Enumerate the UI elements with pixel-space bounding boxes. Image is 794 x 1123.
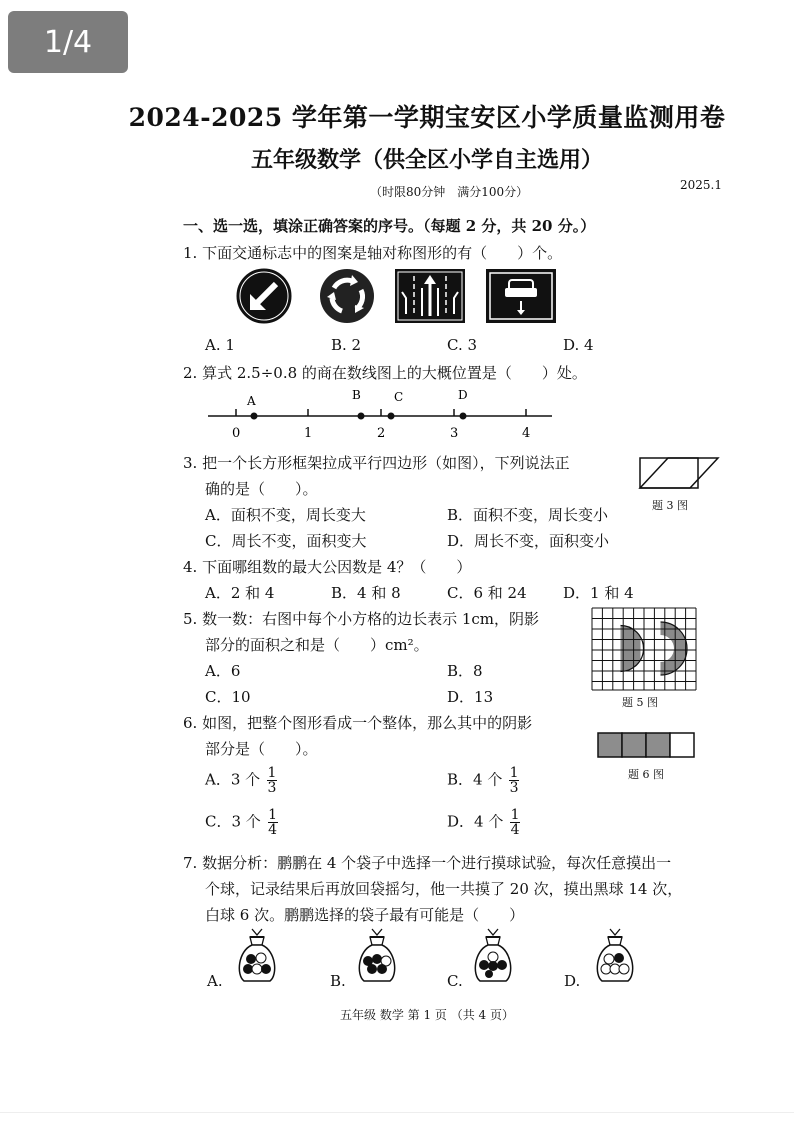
q3-caption: 题 3 图 bbox=[652, 499, 688, 512]
q3-option-a[interactable]: A．面积不变，周长变大 bbox=[205, 506, 366, 524]
bag-a-icon bbox=[232, 925, 282, 987]
tick-2: 2 bbox=[377, 426, 386, 441]
bag-d-icon bbox=[590, 925, 640, 987]
q5-text-line1: 5. 数一数：右图中每个小方格的边长表示 1cm，阴影 bbox=[183, 610, 540, 628]
q6-option-a-fraction bbox=[267, 766, 277, 795]
q5-text-line2: 部分的面积之和是（ ）cm²。 bbox=[205, 636, 429, 654]
q3-text-line2: 确的是（ ）。 bbox=[205, 480, 318, 498]
q1-option-b[interactable]: B. 2 bbox=[331, 336, 362, 354]
q1-traffic-signs bbox=[234, 268, 564, 326]
q4-option-a[interactable]: A．2 和 4 bbox=[205, 584, 275, 602]
tick-0: 0 bbox=[232, 426, 241, 441]
denominator: 3 bbox=[509, 780, 519, 796]
exam-title: 2024-2025 学年第一学期宝安区小学质量监测用卷 bbox=[128, 103, 726, 132]
denominator: 3 bbox=[267, 780, 277, 796]
q2-number-line bbox=[200, 385, 560, 445]
point-a bbox=[251, 413, 258, 420]
q7-option-a[interactable]: A. bbox=[207, 972, 223, 990]
q6-option-d-fraction bbox=[510, 808, 520, 837]
numerator: 1 bbox=[267, 765, 277, 781]
exam-limits: （时限80分钟 满分100分） bbox=[370, 185, 529, 199]
q3-option-c[interactable]: C．周长不变，面积变大 bbox=[205, 532, 367, 550]
numerator: 1 bbox=[509, 765, 519, 781]
numerator: 1 bbox=[268, 807, 278, 823]
q6-option-a-label: A．3 个 bbox=[205, 770, 261, 789]
q6-text-line2: 部分是（ ）。 bbox=[205, 740, 318, 758]
q2-text: 2. 算式 2.5÷0.8 的商在数线图上的大概位置是（ ）处。 bbox=[183, 364, 587, 382]
q6-option-c[interactable] bbox=[205, 808, 278, 837]
bag-b-icon bbox=[352, 925, 402, 987]
label-b: B bbox=[352, 388, 361, 402]
q6-option-a[interactable] bbox=[205, 766, 277, 795]
q1-option-a[interactable]: A. 1 bbox=[205, 336, 235, 354]
q5-caption: 题 5 图 bbox=[622, 696, 658, 709]
q1-text: 1. 下面交通标志中的图案是轴对称图形的有（ ）个。 bbox=[183, 244, 563, 262]
point-c bbox=[388, 413, 395, 420]
q4-option-c[interactable]: C．6 和 24 bbox=[447, 584, 527, 602]
bag-c-icon bbox=[468, 925, 518, 987]
q5-grid-figure bbox=[590, 606, 700, 692]
traffic-sign-arrow-icon bbox=[237, 269, 291, 323]
q7-option-c[interactable]: C. bbox=[447, 972, 463, 990]
q6-text-line1: 6. 如图，把整个图形看成一个整体，那么其中的阴影 bbox=[183, 714, 533, 732]
q7-text-line3: 白球 6 次。鹏鹏选择的袋子最有可能是（ ） bbox=[205, 906, 525, 924]
label-d: D bbox=[458, 388, 468, 402]
q6-caption: 题 6 图 bbox=[628, 768, 664, 781]
q3-figure bbox=[634, 454, 724, 494]
q4-text: 4. 下面哪组数的最大公因数是 4？（ ） bbox=[183, 558, 472, 576]
q6-option-c-fraction bbox=[268, 808, 278, 837]
q3-option-b[interactable]: B．面积不变，周长变小 bbox=[447, 506, 609, 524]
label-a: A bbox=[247, 394, 256, 408]
divider bbox=[0, 1112, 794, 1113]
q7-text-line1: 7. 数据分析：鹏鹏在 4 个袋子中选择一个进行摸球试验，每次任意摸出一 bbox=[183, 854, 672, 872]
tick-4: 4 bbox=[522, 426, 531, 441]
q5-option-b[interactable]: B．8 bbox=[447, 662, 483, 680]
traffic-sign-roundabout-icon bbox=[320, 269, 374, 323]
traffic-sign-car-icon bbox=[486, 269, 556, 323]
q5-option-c[interactable]: C．10 bbox=[205, 688, 251, 706]
q6-option-b[interactable] bbox=[447, 766, 519, 795]
q6-option-b-label: B．4 个 bbox=[447, 770, 503, 789]
tick-1: 1 bbox=[304, 426, 313, 441]
point-d bbox=[460, 413, 467, 420]
denominator: 4 bbox=[268, 822, 278, 838]
q5-option-a[interactable]: A．6 bbox=[205, 662, 241, 680]
q6-option-c-label: C．3 个 bbox=[205, 812, 261, 831]
exam-subtitle: 五年级数学（供全区小学自主选用） bbox=[250, 147, 603, 173]
q7-option-b[interactable]: B. bbox=[330, 972, 346, 990]
q6-option-d-label: D．4 个 bbox=[447, 812, 504, 831]
q3-text-line1: 3. 把一个长方形框架拉成平行四边形（如图），下列说法正 bbox=[183, 454, 570, 472]
q5-option-d[interactable]: D．13 bbox=[447, 688, 494, 706]
q7-text-line2: 个球，记录结果后再放回袋摇匀，他一共摸了 20 次，摸出黑球 14 次， bbox=[205, 880, 683, 898]
exam-date: 2025.1 bbox=[680, 178, 722, 192]
q4-option-b[interactable]: B．4 和 8 bbox=[331, 584, 401, 602]
point-b bbox=[358, 413, 365, 420]
q4-option-d[interactable]: D．1 和 4 bbox=[563, 584, 634, 602]
section-1-heading: 一、选一选，填涂正确答案的序号。（每题 2 分，共 20 分。） bbox=[183, 217, 596, 235]
denominator: 4 bbox=[510, 822, 520, 838]
q6-bar-figure bbox=[596, 731, 696, 761]
tick-3: 3 bbox=[450, 426, 459, 441]
page-footer: 五年级 数学 第 1 页 （共 4 页） bbox=[340, 1008, 514, 1022]
q3-option-d[interactable]: D．周长不变，面积变小 bbox=[447, 532, 610, 550]
numerator: 1 bbox=[510, 807, 520, 823]
q6-option-d[interactable] bbox=[447, 808, 520, 837]
page-indicator-badge: 1/4 bbox=[8, 11, 128, 73]
traffic-sign-lanes-icon bbox=[395, 269, 465, 323]
q7-option-d[interactable]: D. bbox=[564, 972, 581, 990]
q1-option-c[interactable]: C. 3 bbox=[447, 336, 478, 354]
q6-option-b-fraction bbox=[509, 766, 519, 795]
q1-option-d[interactable]: D. 4 bbox=[563, 336, 594, 354]
label-c: C bbox=[394, 390, 404, 404]
